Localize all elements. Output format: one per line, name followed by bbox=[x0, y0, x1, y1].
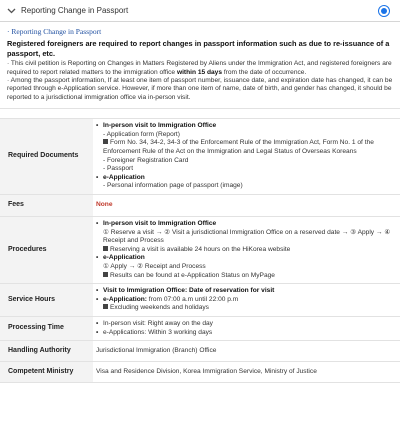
intro-subtitle-text: Reporting Change in Passport bbox=[11, 27, 102, 36]
square-bullet-icon bbox=[103, 139, 108, 144]
row-fees bbox=[0, 194, 400, 216]
content-procedures: • In-person visit to Immigration Office ① Reserve a visit → ② Visit a jurisdictional Immigration Office on a reserved date → ③ Apply → ④ Receipt and Process Reserving a visit is available 24 hours on the HiKorea website • e-Application ① Apply → ② Receipt and Process Results can be found at e-Application Status on MyPage bbox=[93, 216, 400, 283]
processing-item: e-Applications: Within 3 working days bbox=[103, 328, 213, 336]
procedures-inperson-steps: ① Reserve a visit → ② Visit a jurisdictional Immigration Office on a reserved date → ③ Apply → ④ Receipt and Process bbox=[103, 228, 391, 245]
documents-item: - Foreigner Registration Card bbox=[103, 156, 189, 164]
content-handling-authority: Jurisdictional Immigration (Branch) Office bbox=[93, 341, 400, 362]
info-table bbox=[0, 119, 400, 383]
intro-p2-text: Among the passport information, If at least one item of passport number, issuance date, and expiration date has changed, it can be reported through e-Application service. However, if more than one item of name, date of birth, and gender has changed, it should be reported to a jurisdictional immigration office via in-person visit. bbox=[7, 77, 393, 101]
section-title: Reporting Change in Passport bbox=[21, 6, 129, 15]
documents-item: - Personal information page of passport (image) bbox=[103, 182, 243, 190]
label-service-hours: Service Hours bbox=[0, 284, 93, 317]
documents-item-text: Form No. 34, 34-2, 34-3 of the Enforcement Rule of the Immigration Act, Form No. 1 of the Enforcement Rule of the Act on the Immigration and Legal Status of Overseas Koreans bbox=[103, 139, 374, 155]
documents-inperson-head: In-person visit to Immigration Office bbox=[103, 122, 217, 130]
documents-item: - Passport bbox=[103, 165, 134, 173]
hours-note bbox=[96, 304, 396, 313]
row-service-hours bbox=[0, 284, 400, 317]
procedures-inperson-head: In-person visit to Immigration Office bbox=[103, 219, 217, 227]
fees-value: None bbox=[96, 201, 113, 209]
intro-subtitle: · Reporting Change in Passport bbox=[7, 27, 102, 36]
documents-eapp-head: e-Application bbox=[103, 173, 145, 181]
hours-eapp-time: from 07:00 a.m until 22:00 p.m bbox=[146, 295, 239, 303]
hours-eapp-head: e-Application: bbox=[103, 295, 147, 303]
procedures-inperson-note bbox=[96, 246, 396, 255]
label-fees: Fees bbox=[0, 194, 93, 216]
label-processing-time: Processing Time bbox=[0, 316, 93, 340]
procedures-eapp-note-text: Results can be found at e-Application Status on MyPage bbox=[110, 271, 275, 279]
section-header[interactable] bbox=[0, 0, 400, 22]
content-required-documents: • In-person visit to Immigration Office - Application form (Report) Form No. 34, 34-2, 34-3 of the Enforcement Rule of the Immigration Act, Form No. 1 of the Enforcement Rule of the Act on the Immigration and Legal Status of Overseas Koreans - Foreigner Registration Card - Passport • e-Application - Personal information page of passport (image) bbox=[93, 119, 400, 194]
procedures-eapp-steps: ① Apply → ② Receipt and Process bbox=[103, 262, 206, 270]
hours-visit: Visit to Immigration Office: Date of reservation for visit bbox=[103, 287, 275, 295]
documents-item: - Application form (Report) bbox=[103, 130, 180, 138]
row-processing-time bbox=[0, 316, 400, 340]
intro-p1-before: This civil petition is Reporting on Changes in Matters Registered by Aliens under the Immigration Act, and registered foreigners are required to report related matters to the immigration office bbox=[7, 60, 392, 76]
section-gap bbox=[0, 109, 400, 119]
content-fees bbox=[93, 194, 400, 216]
selected-radio[interactable] bbox=[378, 5, 390, 17]
square-bullet-icon bbox=[103, 246, 108, 251]
content-service-hours: • Visit to Immigration Office: Date of reservation for visit • e-Application: from 07:00 a.m until 22:00 p.m Excluding weekends and holidays bbox=[93, 284, 400, 317]
square-bullet-icon bbox=[103, 272, 108, 277]
radio-dot bbox=[381, 8, 387, 14]
row-procedures bbox=[0, 216, 400, 283]
square-bullet-icon bbox=[103, 304, 108, 309]
procedures-eapp-head: e-Application bbox=[103, 254, 145, 262]
label-handling-authority: Handling Authority bbox=[0, 341, 93, 362]
hours-note-text: Excluding weekends and holidays bbox=[110, 304, 209, 312]
intro-paragraph-2: · Among the passport information, If at least one item of passport number, issuance date, and expiration date has changed, it can be reported through e-Application service. However, if more than one item of name, date of birth, and gender has changed, it should be reported to a jurisdictional immigration office via in-person visit. bbox=[7, 77, 393, 101]
label-competent-ministry: Competent Ministry bbox=[0, 362, 93, 383]
procedures-inperson-note-text: Reserving a visit is available 24 hours on the HiKorea website bbox=[110, 245, 291, 253]
row-handling-authority bbox=[0, 341, 400, 362]
content-competent-ministry: Visa and Residence Division, Korea Immigration Service, Ministry of Justice bbox=[93, 362, 400, 383]
documents-item bbox=[96, 139, 396, 156]
intro-section bbox=[0, 22, 400, 109]
label-required-documents: Required Documents bbox=[0, 119, 93, 194]
intro-p1-after: from the date of occurrence. bbox=[222, 68, 307, 76]
processing-item: In-person visit: Right away on the day bbox=[103, 319, 213, 327]
row-required-documents bbox=[0, 119, 400, 194]
row-competent-ministry bbox=[0, 362, 400, 383]
intro-paragraph-1: · This civil petition is Reporting on Changes in Matters Registered by Aliens under the Immigration Act, and registered foreigners are required to report related matters to the immigration office within 15 days from the date of occurrence. bbox=[7, 60, 392, 76]
procedures-eapp-note bbox=[96, 272, 396, 281]
intro-bold-text: Registered foreigners are required to report changes in passport information such as due to re-issuance of a passport, etc. bbox=[7, 39, 390, 58]
label-procedures: Procedures bbox=[0, 216, 93, 283]
content-processing-time: • In-person visit: Right away on the day • e-Applications: Within 3 working days bbox=[93, 316, 400, 340]
chevron-down-icon[interactable] bbox=[6, 6, 16, 16]
intro-p1-bold: within 15 days bbox=[176, 68, 223, 76]
